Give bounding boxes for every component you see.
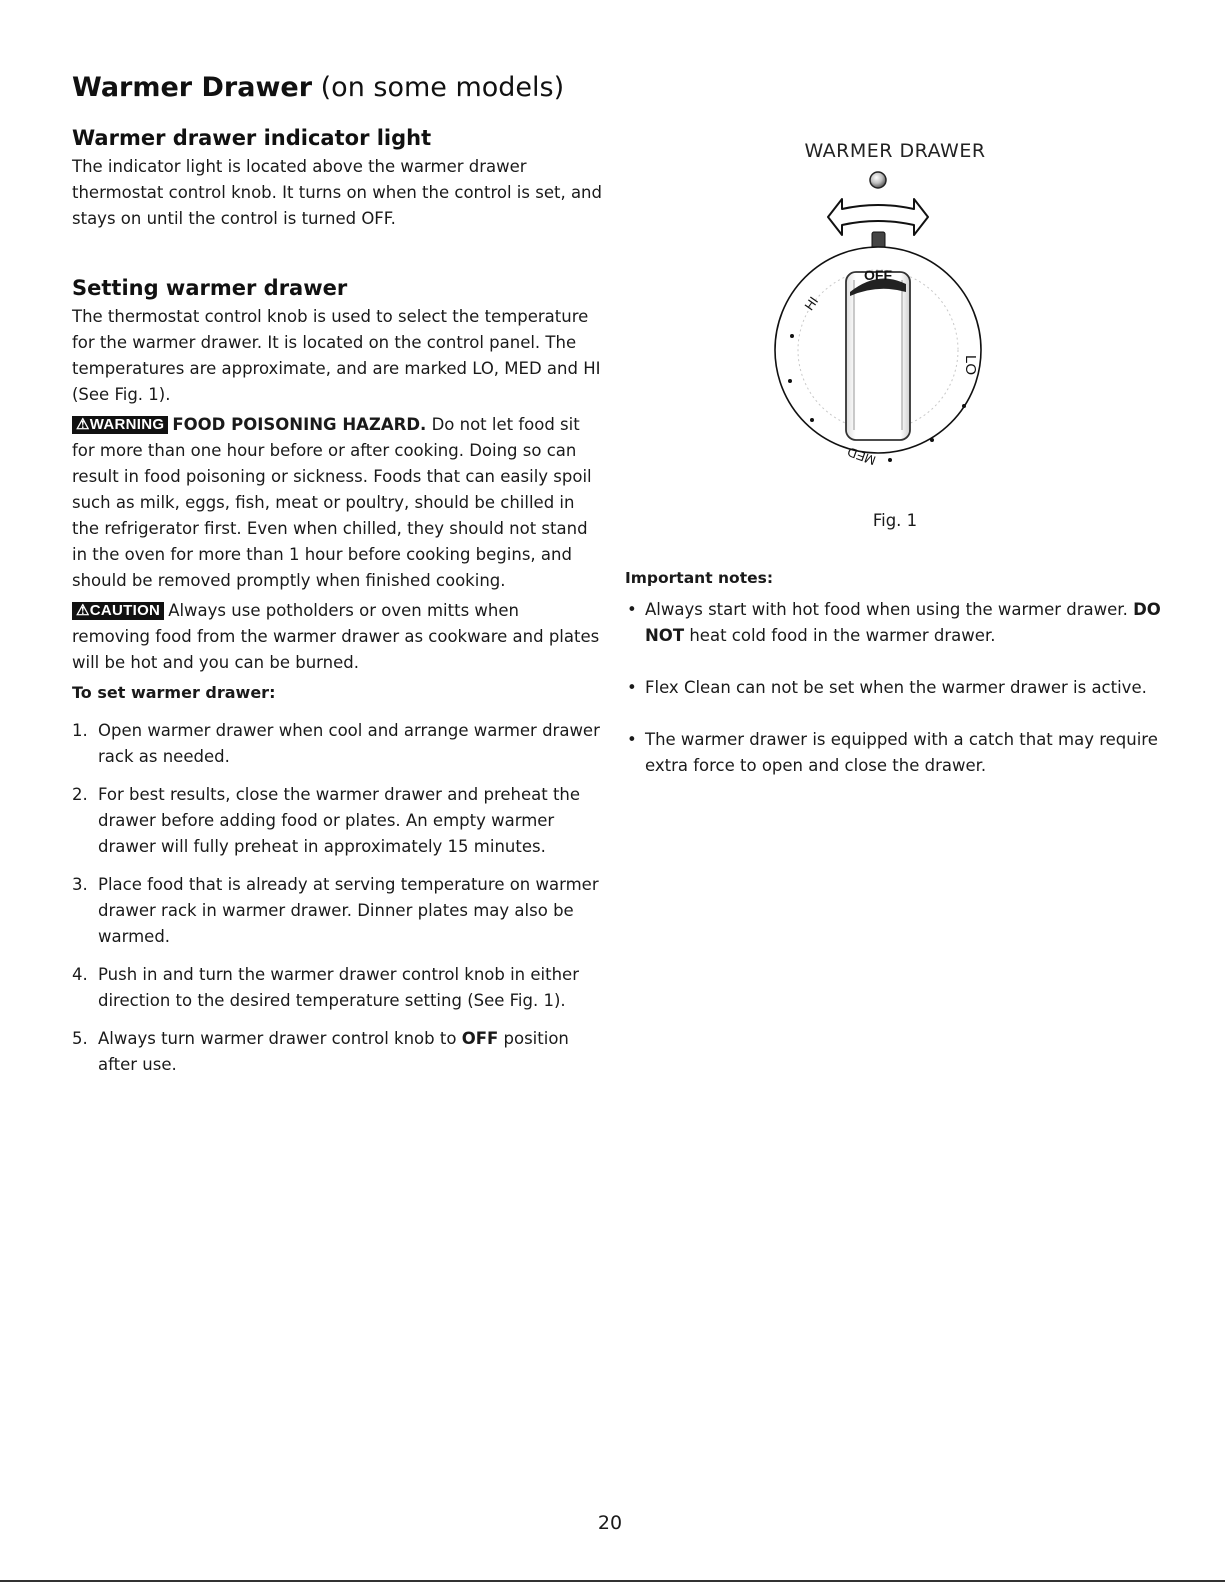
step-text: Push in and turn the warmer drawer control knob in either direction to the desired temperature setting (See Fig. 1). [98, 965, 579, 1010]
warmer-drawer-knob-figure [770, 168, 1020, 468]
note-text: Flex Clean can not be set when the warmer drawer is active. [645, 678, 1147, 697]
steps-heading: To set warmer drawer: [72, 683, 276, 702]
note-text: The warmer drawer is equipped with a catch that may require extra force to open and close the drawer. [645, 730, 1158, 775]
dial-label-med: MED [845, 444, 878, 468]
step-number: 1. [72, 721, 88, 740]
dial-dot [788, 379, 792, 383]
dial-dot [810, 418, 814, 422]
bullet-icon: • [627, 678, 637, 697]
setting-body: The thermostat control knob is used to select the temperature for the warmer drawer. It is located on the control panel. The temperatures are approximate, and are marked LO, MED and HI (See Fig. 1). [72, 307, 601, 404]
step-text-bold: OFF [461, 1029, 499, 1048]
dial-label-off: OFF [864, 267, 892, 283]
page-title-rest: (on some models) [320, 72, 565, 103]
figure-title: WARMER DRAWER [804, 140, 986, 162]
dial-label-hi: HI [801, 293, 822, 314]
left-column [72, 126, 602, 1090]
step-item [72, 962, 602, 1014]
step-item [72, 782, 602, 860]
dial-label-lo: LO [962, 354, 979, 376]
rotate-arrow-icon [828, 199, 928, 235]
page-number: 20 [597, 1512, 623, 1534]
dial-dot [930, 438, 934, 442]
step-text: Place food that is already at serving temperature on warmer drawer rack in warmer drawer. Dinner plates may also be warmed. [98, 875, 599, 946]
bullet-icon: • [627, 600, 637, 619]
step-number: 2. [72, 785, 88, 804]
dial-dot [790, 334, 794, 338]
note-text-after: heat cold food in the warmer drawer. [689, 626, 996, 645]
caution-text: Always use potholders or oven mitts when removing food from the warmer drawer as cookware and plates will be hot and you can be burned. [72, 601, 600, 672]
indicator-light-icon [870, 172, 886, 188]
step-item [72, 872, 602, 950]
note-text-bold: DO NOT [645, 600, 1161, 645]
caution-block [72, 598, 602, 676]
warning-badge: ⚠WARNING [72, 416, 168, 434]
warning-text: Do not let food sit for more than one hour before or after cooking. Doing so can result in food poisoning or sickness. Foods that can easily spoil such as milk, eggs, fish, meat or poultry, should be chilled in the refrigerator first. Even when chilled, they should not stand in the oven for more than 1 hour before cooking begins, and should be removed promptly when finished cooking. [72, 415, 592, 590]
dial-dot [888, 458, 892, 462]
notes-list [625, 597, 1165, 779]
step-number: 4. [72, 965, 88, 984]
steps-list [72, 718, 602, 1078]
note-item [625, 727, 1165, 779]
step-text-after: position after use. [98, 1029, 569, 1074]
step-text: Open warmer drawer when cool and arrange warmer drawer rack as needed. [98, 721, 600, 766]
step-item [72, 718, 602, 770]
step-text-before: Always turn warmer drawer control knob to [98, 1029, 457, 1048]
note-text-before: Always start with hot food when using the warmer drawer. [645, 600, 1128, 619]
knob-grip [846, 272, 910, 440]
figure-caption: Fig. 1 [872, 511, 918, 530]
notes-heading: Important notes: [625, 569, 774, 587]
step-item [72, 1026, 602, 1078]
warning-title: FOOD POISONING HAZARD. [172, 415, 427, 434]
dial-dot [962, 404, 966, 408]
indicator-body: The indicator light is located above the warmer drawer thermostat control knob. It turns on when the control is set, and stays on until the control is turned OFF. [72, 157, 602, 228]
indicator-heading: Warmer drawer indicator light [72, 126, 432, 150]
step-number: 3. [72, 875, 88, 894]
step-text: For best results, close the warmer drawer and preheat the drawer before adding food or plates. An empty warmer drawer will fully preheat in approximately 15 minutes. [98, 785, 581, 856]
setting-section [72, 276, 602, 1078]
important-notes [625, 565, 1165, 805]
note-item [625, 597, 1165, 649]
warning-block [72, 412, 602, 594]
setting-heading: Setting warmer drawer [72, 276, 348, 300]
bottom-divider [0, 1580, 1225, 1582]
page-title [72, 72, 564, 103]
page-title-bold: Warmer Drawer [72, 72, 313, 103]
bullet-icon: • [627, 730, 637, 749]
caution-badge: ⚠CAUTION [72, 602, 164, 620]
note-item [625, 675, 1165, 701]
step-number: 5. [72, 1029, 88, 1048]
indicator-section [72, 126, 602, 232]
